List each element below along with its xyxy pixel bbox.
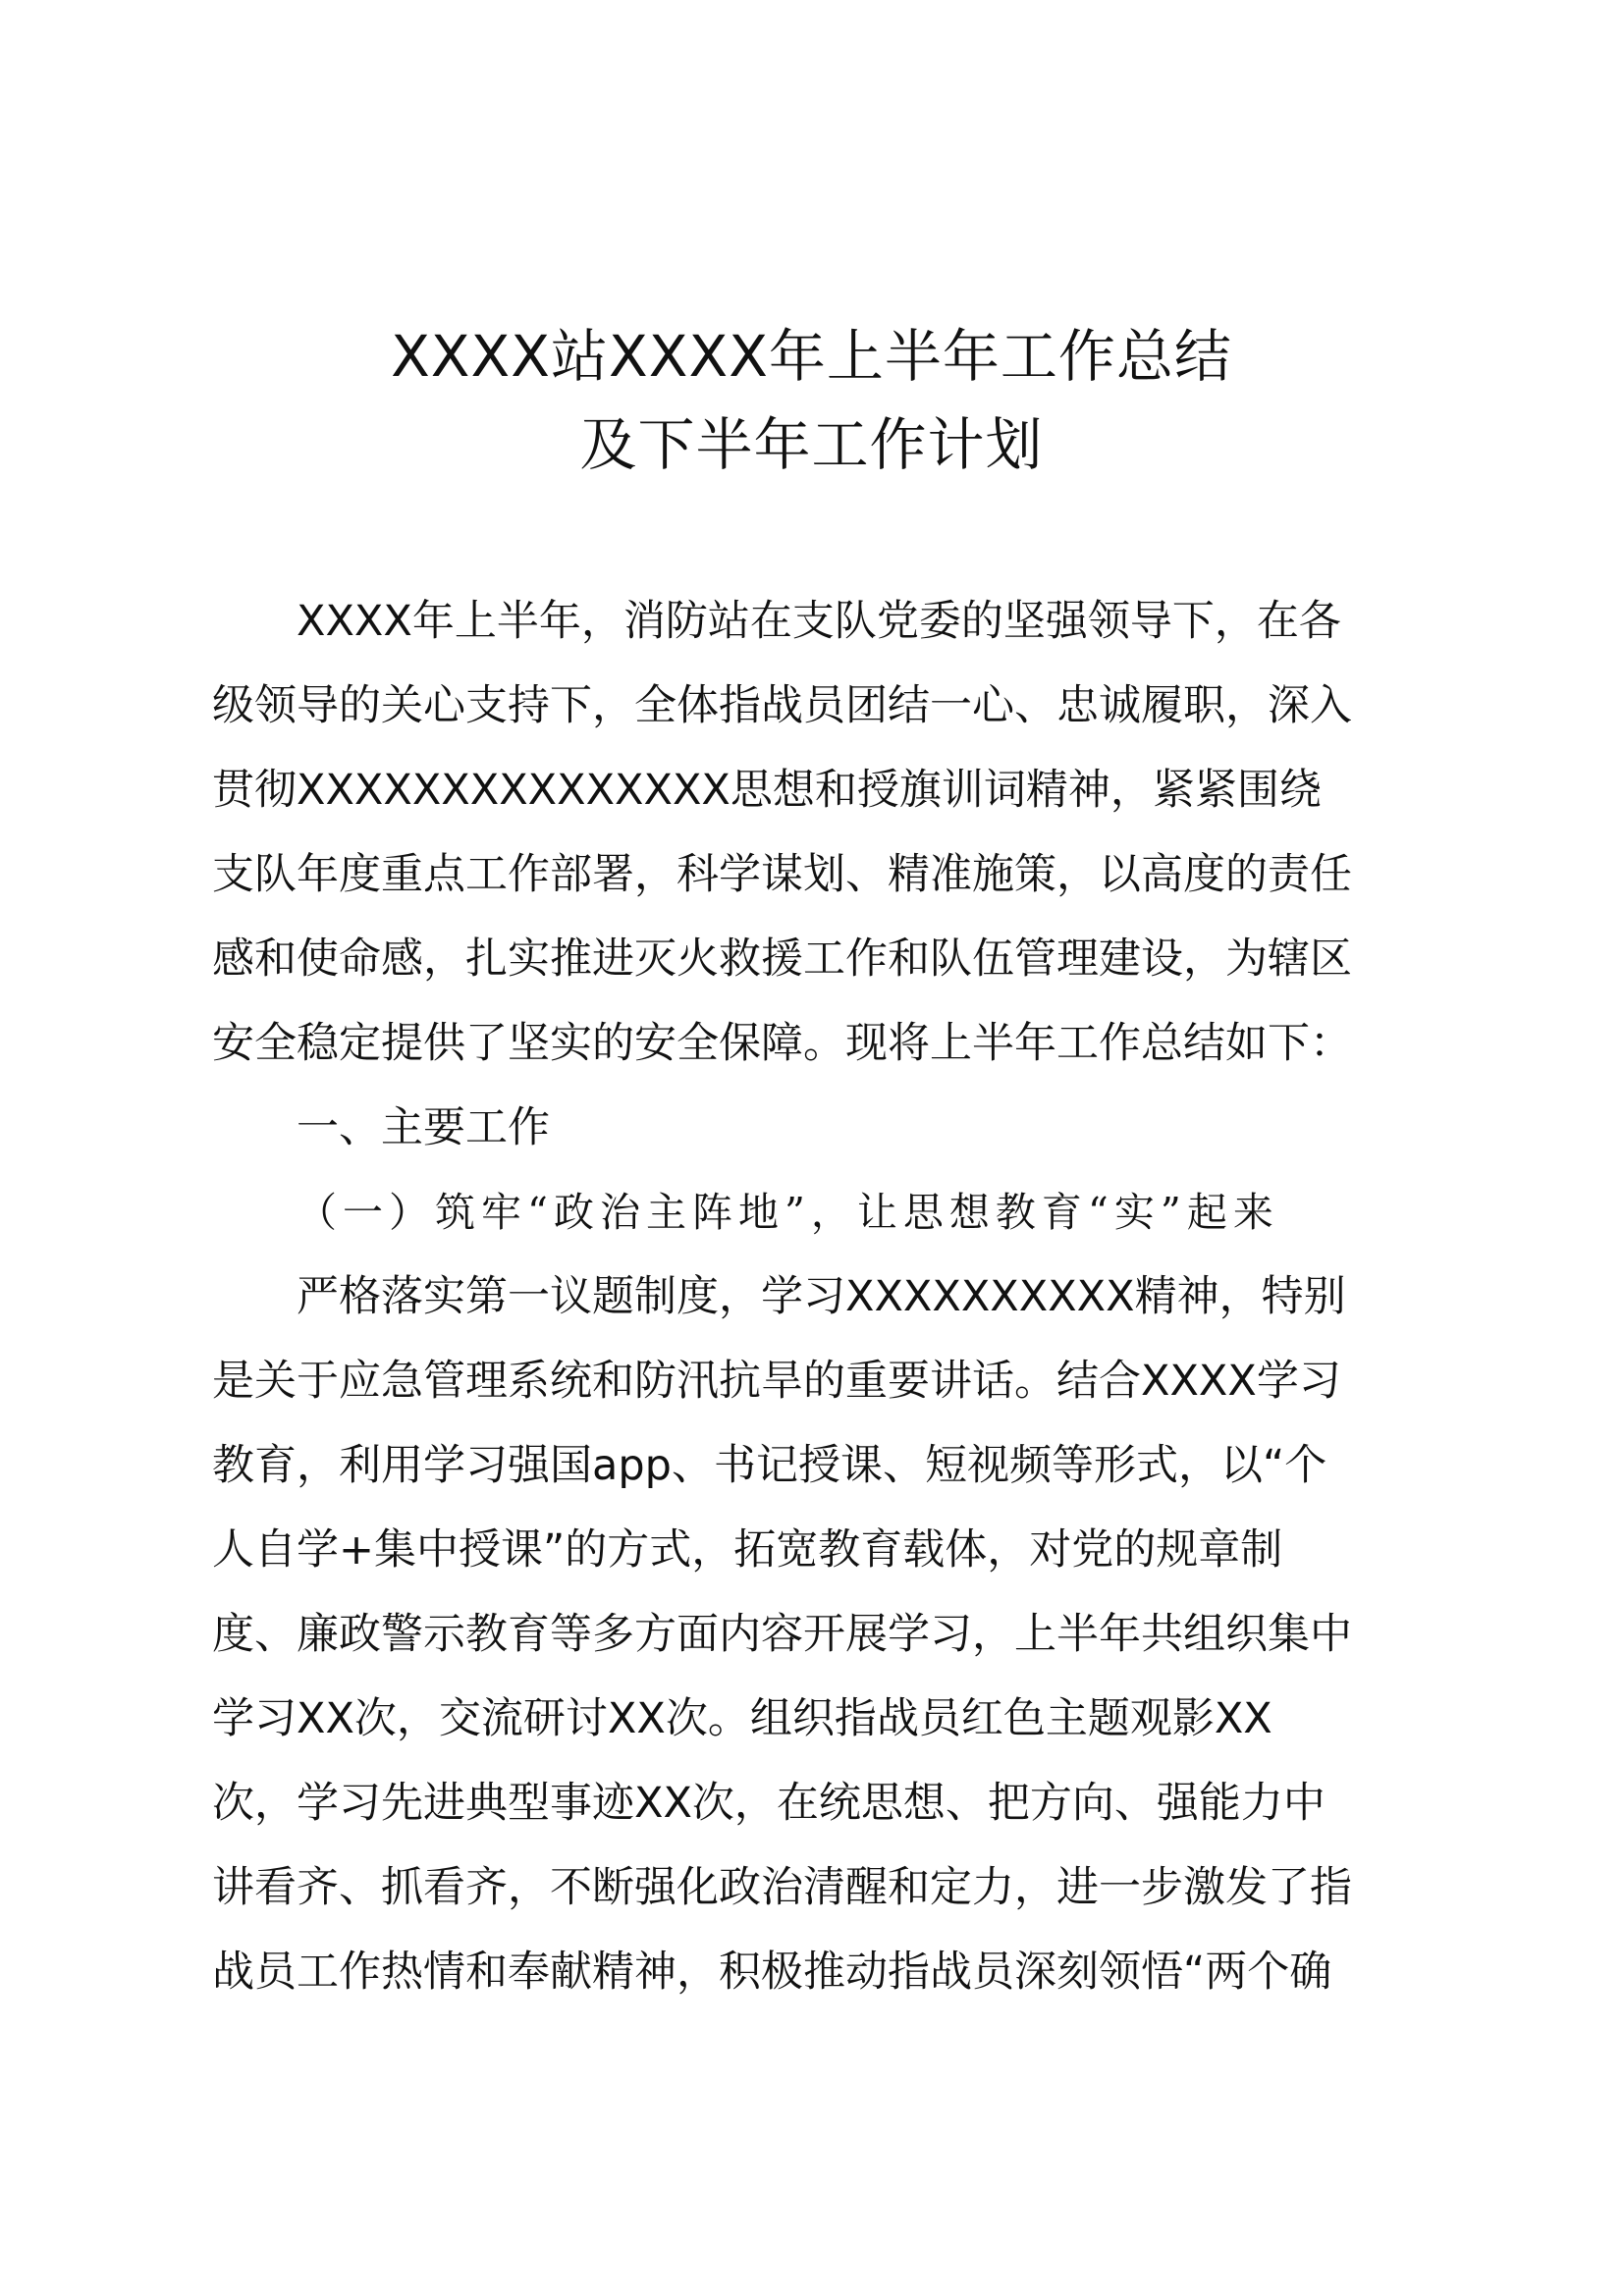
section-heading: 一、主要工作 bbox=[297, 1103, 550, 1152]
paragraph-line: 战员工作热情和奉献精神，积极推动指战员深刻领悟“两个确 bbox=[212, 1948, 1332, 1997]
subsection-heading: （一）筑牢“政治主阵地”，让思想教育“实”起来 bbox=[297, 1189, 1279, 1236]
document-title bbox=[0, 312, 1623, 489]
title-line-2: 及下半年工作计划 bbox=[579, 411, 1044, 478]
intro-line: 安全稳定提供了坚实的安全保障。现将上半年工作总结如下： bbox=[212, 1019, 1352, 1068]
paragraph-line: 人自学+集中授课”的方式，拓宽教育载体，对党的规章制 bbox=[212, 1525, 1283, 1575]
intro-line: XXXX年上半年，消防站在支队党委的坚强领导下，在各 bbox=[297, 597, 1341, 646]
paragraph-line: 度、廉政警示教育等多方面内容开展学习，上半年共组织集中 bbox=[212, 1610, 1352, 1659]
document-body bbox=[212, 579, 1412, 2014]
paragraph-line: 次，学习先进典型事迹XX次，在统思想、把方向、强能力中 bbox=[212, 1779, 1325, 1828]
paragraph-line: 教育，利用学习强国app、书记授课、短视频等形式，以“个 bbox=[212, 1441, 1327, 1490]
intro-line: 感和使命感，扎实推进灭火救援工作和队伍管理建设，为辖区 bbox=[212, 934, 1352, 984]
paragraph-line: 学习XX次，交流研讨XX次。组织指战员红色主题观影XX bbox=[212, 1694, 1272, 1743]
paragraph-line: 是关于应急管理系统和防汛抗旱的重要讲话。结合XXXX学习 bbox=[212, 1357, 1341, 1406]
intro-line: 贯彻XXXXXXXXXXXXXXX思想和授旗训词精神，紧紧围绕 bbox=[212, 766, 1322, 815]
intro-line: 级领导的关心支持下，全体指战员团结一心、忠诚履职，深入 bbox=[212, 681, 1352, 730]
title-line-1: XXXX站XXXX年上半年工作总结 bbox=[391, 323, 1232, 390]
intro-line: 支队年度重点工作部署，科学谋划、精准施策，以高度的责任 bbox=[212, 850, 1352, 899]
paragraph-line: 讲看齐、抓看齐，不断强化政治清醒和定力，进一步激发了指 bbox=[212, 1863, 1352, 1912]
paragraph-line: 严格落实第一议题制度，学习XXXXXXXXXX精神，特别 bbox=[297, 1272, 1346, 1321]
